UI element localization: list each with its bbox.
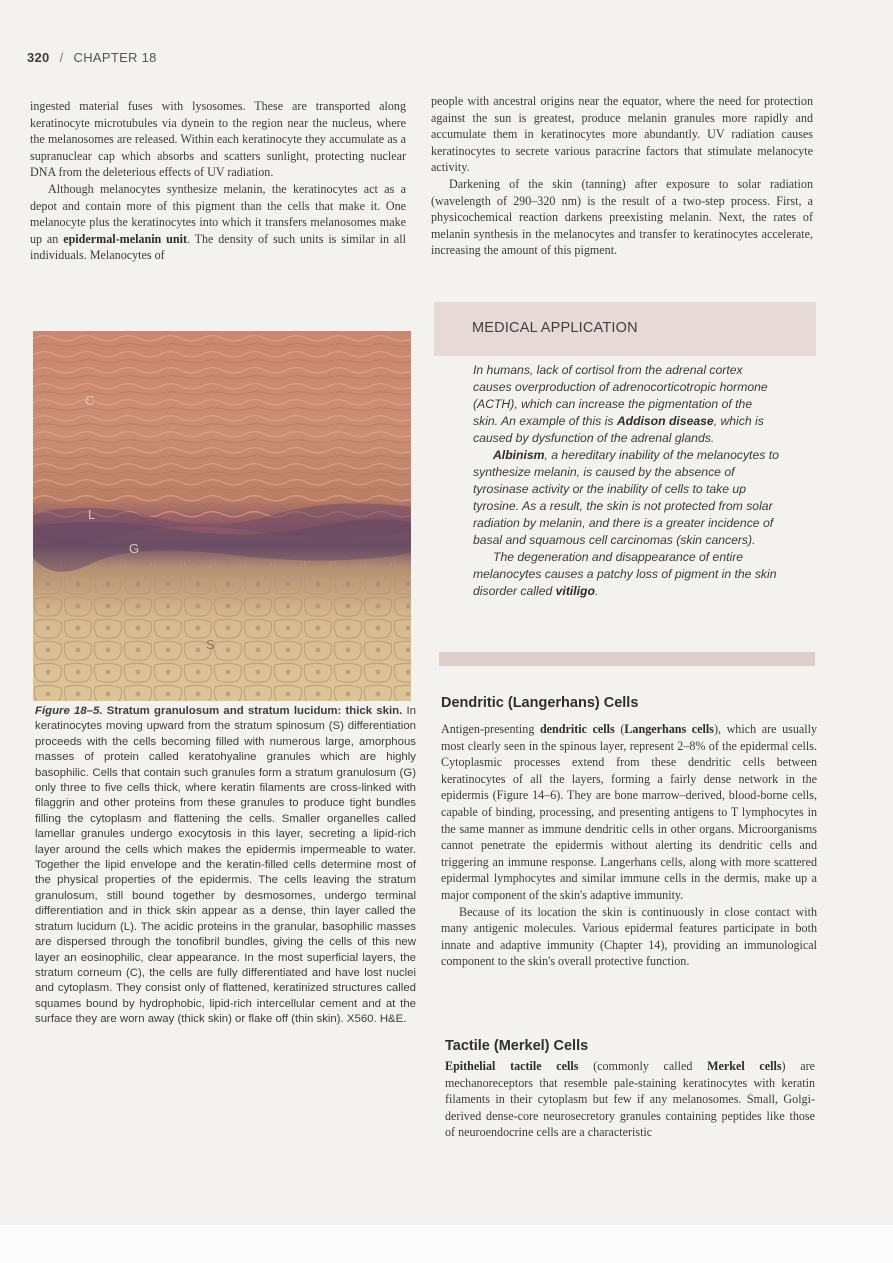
dendritic-section-text [441,721,817,970]
text-run: ( [614,722,625,736]
paragraph: Darkening of the skin (tanning) after exposure to solar radiation (wavelength of 290–320 nm) is the result of a two-step process. First, a physicochemical reaction darkens preexisting melanin. Next, the rates of melanin synthesis in the melanocytes and transfer to keratinocytes accelerate, increasing the amount of this pigment. [431,176,813,258]
paragraph [445,1058,815,1141]
section-heading-dendritic: Dendritic (Langerhans) Cells [441,695,639,711]
key-term: Epithelial tactile cells [445,1059,579,1073]
text-run: Although melanocytes synthesize melanin, the keratinocytes act as a depot and contain more of this pigment than the cells that make it. One melanocyte plus the keratinocytes into which it transfers melanosomes make up an [30,181,406,246]
figure-title: Stratum granulosum and stratum lucidum: thick skin. [106,705,403,717]
key-term: vitiligo [555,584,595,598]
figure-label-spinosum: S [206,637,215,652]
text-run: (commonly called [578,1059,708,1073]
key-term: Langerhans cells [624,722,714,736]
figure-label-corneum: C [85,393,95,408]
section-heading-tactile: Tactile (Merkel) Cells [445,1038,589,1054]
paragraph [473,447,779,549]
tactile-section-text [445,1058,815,1141]
paragraph [473,549,779,600]
key-term: dendritic cells [539,722,615,736]
micrograph-figure [33,331,411,701]
paragraph [473,362,779,447]
paragraph: people with ancestral origins near the equator, where the need for protection against the sun is greatest, produce melanin granules more rapidly and accumulate them in keratinocytes more abundantly. UV radiation causes keratinocytes to secrete various paracrine factors that stimulate melanocyte activity. [431,94,813,175]
key-term: Merkel cells [707,1059,782,1073]
right-column-text [431,93,813,259]
figure-label-granulosum: G [129,541,140,556]
figure-caption [35,704,416,1028]
paragraph: Because of its location the skin is continuously in close contact with many antigenic molecules. Various epidermal features participate in both innate and adaptive immunity (Chapter 14), providing an immunological component to the skin's overall protective function. [441,904,817,969]
paragraph: ingested material fuses with lysosomes. These are transported along keratinocyte microtubules via dynein to the region near the nucleus, where the melanosomes are released. Within each keratinocyte they accumulate as a supranuclear cap which absorbs and scatters sunlight, protecting nuclear DNA from the deleterious effects of UV radiation. [30,99,406,180]
scan-margin [0,1225,893,1263]
text-run: , which is caused by dysfunction of the adrenal glands. [473,414,764,445]
header-separator: / [59,50,64,65]
medical-application-title: MEDICAL APPLICATION [472,320,638,336]
medical-application-footer-bar [439,652,815,666]
text-run: . The density of such units is similar in all individuals. Melanocytes of [30,231,406,263]
paragraph [441,721,817,904]
text-run: . [594,584,599,598]
text-run: In humans, lack of cortisol from the adrenal cortex causes overproduction of adrenocorticotropic hormone (ACTH), which can increase the pigmentation of the skin. An example of this is [473,363,768,428]
paragraph [30,181,406,264]
figure-label-lucidum: L [88,507,96,522]
chapter-label: CHAPTER 18 [73,50,157,65]
caption-text: In keratinocytes moving upward from the stratum spinosum (S) differentiation proceeds with the cells becoming filled with numerous large, amorphous masses of protein called keratohyaline granules which are highly basophilic. Cells that contain such granules form a stratum granulosum (G) only three to five cells thick, where keratin filaments are cross-linked with filaggrin and other proteins from these granules to produce tight bundles filling the cytoplasm and flattening the cells. Smaller organelles called lamellar granules undergo exocytosis in this layer, secreting a lipid-rich layer around the cells which makes the epidermis impermeable to water. Together the lipid envelope and the keratin-filled cells determine most of the physical properties of the epidermis. The cells leaving the stratum granulosum, still bound together by desmosomes, undergo terminal differentiation and in thick skin appear as a dense, thin layer called the stratum lucidum (L). The acidic proteins in the granular, basophilic masses are dispersed through the tonofibril bundles, giving the cells of this new layer an eosinophilic, clear appearance. In the most superficial layers, the stratum corneum (C), the cells are fully differentiated and have lost nuclei and cytoplasm. They consist only of flattened, keratinized structures called squames bound by hydrophobic, lipid-rich intercellular cement and at the surface they are worn away (thick skin) or flake off (thin skin). X560. H&E. [35,705,416,1026]
key-term: Addison disease [616,414,714,428]
key-term: epidermal-melanin unit [63,231,187,246]
text-run: Antigen-presenting [441,722,540,736]
left-column-text [30,98,406,264]
text-run: , a hereditary inability of the melanocytes to synthesize melanin, is caused by the absence of tyrosinase activity or the inability of cells to take up tyrosine. As a result, the skin is not protected from solar radiation by melanin, and there is a greater incidence of basal and squamous cell carcinomas (skin cancers). [473,448,779,547]
figure-number: Figure 18–5. [35,705,103,717]
running-head [27,50,157,65]
medical-application-text [473,362,779,600]
text-run: The degeneration and disappearance of entire melanocytes causes a patchy loss of pigment in the skin disorder called [473,550,777,598]
page-number: 320 [27,50,50,65]
key-term: Albinism [493,448,545,462]
text-run: ) are mechanoreceptors that resemble pale-staining keratinocytes with keratin filaments in their cytoplasm but few if any melanosomes. Small, Golgi-derived dense-core neurosecretory granules containing peptides like those of neuroendocrine cells are a characteristic [445,1059,815,1140]
text-run: ), which are usually most clearly seen in the spinous layer, represent 2–8% of the epidermal cells. Cytoplasmic processes extend from these dendritic cells between keratinocytes of all the layers, forming a fairly dense network in the epidermis (Figure 14–6). They are bone marrow–derived, blood-borne cells, capable of binding, processing, and presenting antigens to T lymphocytes in the same manner as immune dendritic cells in other organs. Microorganisms cannot penetrate the epidermis without alerting its dendritic cells and triggering an immune response. Langerhans cells, along with more scattered epidermal lymphocytes and similar immune cells in the dermis, make up a major component of the skin's adaptive immunity. [441,722,817,902]
